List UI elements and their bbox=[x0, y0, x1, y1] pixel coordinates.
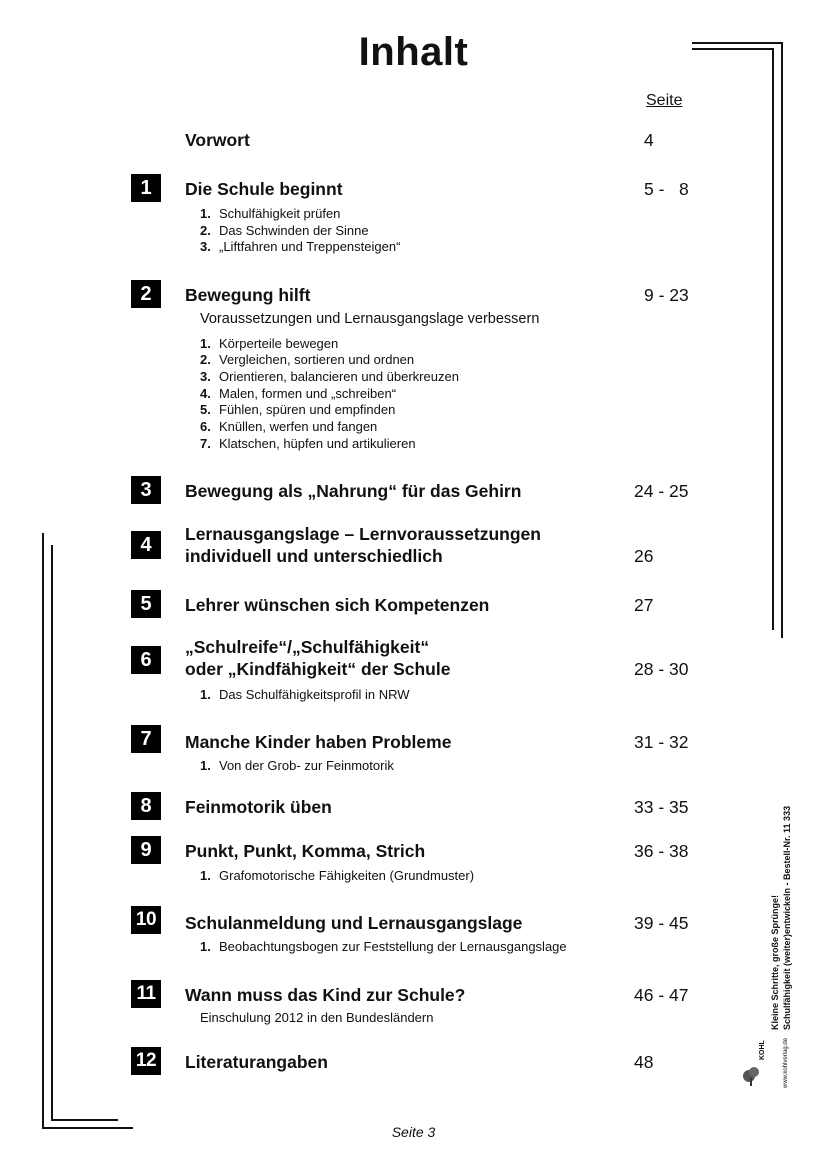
chapter-number-badge: 11 bbox=[131, 980, 161, 1008]
entry-title: Punkt, Punkt, Komma, Strich bbox=[185, 841, 426, 861]
entry-title: Bewegung hilft bbox=[185, 285, 311, 305]
entry-title: Die Schule beginnt bbox=[185, 179, 343, 199]
entry-note: Einschulung 2012 in den Bundesländern bbox=[200, 1010, 434, 1025]
entry-pages: 9 - 23 bbox=[644, 285, 689, 305]
entry-pages: 31 - 32 bbox=[634, 732, 689, 752]
page-footer: Seite 3 bbox=[391, 1124, 436, 1140]
chapter-number-badge: 6 bbox=[131, 646, 161, 674]
entry-title-line-2: oder „Kindfähigkeit“ der Schule bbox=[185, 659, 451, 679]
publisher-logo bbox=[741, 1020, 789, 1088]
chapter-number-badge: 10 bbox=[131, 906, 161, 934]
entry-pages: 46 - 47 bbox=[634, 985, 689, 1005]
sub-item: 5. Fühlen, spüren und empfinden bbox=[200, 402, 396, 417]
entry-title: Lehrer wünschen sich Kompetenzen bbox=[185, 595, 490, 615]
entry-title: Schulanmeldung und Lernausgangslage bbox=[185, 913, 523, 933]
entry-title: Literaturangaben bbox=[185, 1052, 328, 1072]
chapter-number-badge: 5 bbox=[131, 590, 161, 618]
chapter-number-badge: 1 bbox=[131, 174, 161, 202]
entry-pages: 48 bbox=[634, 1052, 654, 1072]
entry-title-line-2: individuell und unterschiedlich bbox=[185, 546, 443, 566]
sub-item: 1. Von der Grob- zur Feinmotorik bbox=[200, 758, 394, 773]
entry-pages: 28 - 30 bbox=[634, 659, 689, 679]
sub-item: 7. Klatschen, hüpfen und artikulieren bbox=[200, 436, 416, 451]
sub-item: 2. Das Schwinden der Sinne bbox=[200, 223, 369, 238]
chapter-number-badge: 3 bbox=[131, 476, 161, 504]
side-line-1: Kleine Schritte, große Sprünge! bbox=[770, 894, 780, 1030]
entry-title: Vorwort bbox=[185, 130, 250, 150]
entry-pages: 27 bbox=[634, 595, 654, 615]
publisher-name: KOHL bbox=[759, 1040, 766, 1060]
entry-pages: 5 - 8 bbox=[644, 179, 689, 199]
entry-pages: 4 bbox=[644, 130, 654, 150]
side-line-2: Schulfähigkeit (weiter)entwickeln - Bestell-Nr. 11 333 bbox=[782, 805, 792, 1030]
tree-logo-icon bbox=[741, 1020, 771, 1088]
entry-title-line-1: „Schulreife“/„Schulfähigkeit“ bbox=[185, 637, 430, 657]
page-title: Inhalt bbox=[358, 30, 469, 74]
publisher-website: www.kohlverlag.de bbox=[783, 1037, 789, 1088]
chapter-number-badge: 12 bbox=[131, 1047, 161, 1075]
entry-pages: 26 bbox=[634, 546, 654, 566]
sub-item: 1. Körperteile bewegen bbox=[200, 336, 339, 351]
sub-item: 3. Orientieren, balancieren und überkreuzen bbox=[200, 369, 459, 384]
sub-item: 3. „Liftfahren und Treppensteigen“ bbox=[200, 239, 401, 254]
sub-item: 1. Das Schulfähigkeitsprofil in NRW bbox=[200, 687, 410, 702]
entry-title: Feinmotorik üben bbox=[185, 797, 332, 817]
sub-item: 1. Grafomotorische Fähigkeiten (Grundmuster) bbox=[200, 868, 475, 883]
frame-bottom-left-inner bbox=[51, 1119, 118, 1121]
sub-item: 6. Knüllen, werfen und fangen bbox=[200, 419, 378, 434]
sub-item: 1. Beobachtungsbogen zur Feststellung der Lernausgangslage bbox=[200, 939, 567, 954]
entry-title: Bewegung als „Nahrung“ für das Gehirn bbox=[185, 481, 522, 501]
chapter-number-badge: 4 bbox=[131, 531, 161, 559]
entry-pages: 33 - 35 bbox=[634, 797, 689, 817]
entry-title: Manche Kinder haben Probleme bbox=[185, 732, 452, 752]
sub-item: 2. Vergleichen, sortieren und ordnen bbox=[200, 352, 415, 367]
chapter-number-badge: 2 bbox=[131, 280, 161, 308]
entry-title: Wann muss das Kind zur Schule? bbox=[185, 985, 466, 1005]
frame-left-inner bbox=[51, 545, 53, 1121]
entry-pages: 36 - 38 bbox=[634, 841, 689, 861]
page-column-header: Seite bbox=[646, 92, 683, 109]
chapter-number-badge: 7 bbox=[131, 725, 161, 753]
frame-right-inner bbox=[772, 48, 774, 630]
sub-item: 1. Schulfähigkeit prüfen bbox=[200, 206, 341, 221]
frame-right-outer bbox=[781, 42, 783, 638]
frame-left-outer bbox=[42, 533, 44, 1129]
entry-pages: 39 - 45 bbox=[634, 913, 689, 933]
entry-pages: 24 - 25 bbox=[634, 481, 689, 501]
chapter-number-badge: 8 bbox=[131, 792, 161, 820]
sub-item: 4. Malen, formen und „schreiben“ bbox=[200, 386, 397, 401]
entry-subtitle: Voraussetzungen und Lernausgangslage verbessern bbox=[200, 311, 540, 327]
entry-title-line-1: Lernausgangslage – Lernvoraussetzungen bbox=[185, 524, 541, 544]
chapter-number-badge: 9 bbox=[131, 836, 161, 864]
